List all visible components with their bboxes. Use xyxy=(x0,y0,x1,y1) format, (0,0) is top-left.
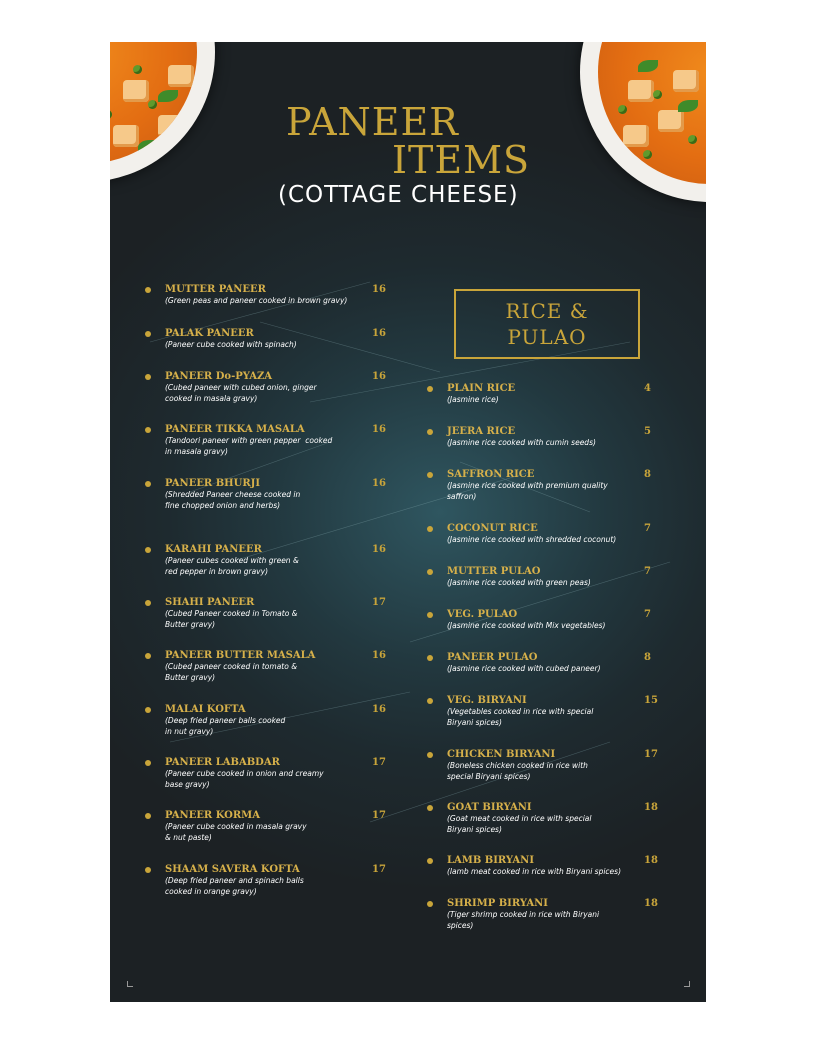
rice-menu-item xyxy=(427,609,664,643)
item-name: SHAHI PANEER xyxy=(165,597,255,608)
rice-menu-item xyxy=(427,749,664,783)
bullet-icon xyxy=(145,600,151,606)
item-price: 16 xyxy=(372,424,386,435)
rice-menu-item xyxy=(427,695,664,729)
paneer-menu-item xyxy=(145,424,392,458)
rice-pulao-heading-box xyxy=(454,289,640,359)
item-price: 7 xyxy=(644,609,651,620)
item-price: 16 xyxy=(372,650,386,661)
item-description: (Paneer cube cooked in onion and creamy base gravy) xyxy=(165,769,324,789)
item-price: 15 xyxy=(644,695,658,706)
item-description: (Cubed Paneer cooked in Tomato & Butter gravy) xyxy=(165,609,298,629)
bullet-icon xyxy=(427,858,433,864)
paneer-menu-item xyxy=(145,597,392,631)
bullet-icon xyxy=(427,655,433,661)
bullet-icon xyxy=(427,612,433,618)
rice-menu-item xyxy=(427,652,664,686)
item-description: (Paneer cube cooked with spinach) xyxy=(165,340,297,349)
item-price: 18 xyxy=(644,802,658,813)
item-price: 7 xyxy=(644,566,651,577)
item-description: (Jasmine rice cooked with premium quality saffron) xyxy=(447,481,608,501)
bullet-icon xyxy=(427,752,433,758)
item-price: 17 xyxy=(372,810,386,821)
paneer-menu-item xyxy=(145,704,392,738)
paneer-menu-item xyxy=(145,328,392,362)
item-name: JEERA RICE xyxy=(447,426,516,437)
item-description: (Green peas and paneer cooked in brown gravy) xyxy=(165,296,348,305)
bullet-icon xyxy=(427,429,433,435)
item-price: 17 xyxy=(644,749,658,760)
item-name: MUTTER PULAO xyxy=(447,566,541,577)
item-description: (Jasmine rice cooked with green peas) xyxy=(447,578,591,587)
bullet-icon xyxy=(145,374,151,380)
rice-menu-item xyxy=(427,383,664,417)
item-description: (Jasmine rice cooked with cubed paneer) xyxy=(447,664,601,673)
rice-menu-item xyxy=(427,426,664,460)
crop-mark xyxy=(127,981,133,987)
item-name: PALAK PANEER xyxy=(165,328,254,339)
item-price: 17 xyxy=(372,597,386,608)
bullet-icon xyxy=(145,760,151,766)
item-price: 16 xyxy=(372,371,386,382)
paneer-menu-item xyxy=(145,757,392,791)
paneer-menu-item xyxy=(145,810,392,844)
item-description: (Jasmine rice cooked with Mix vegetables) xyxy=(447,621,606,630)
bullet-icon xyxy=(427,526,433,532)
item-name: CHICKEN BIRYANI xyxy=(447,749,556,760)
rice-menu-item xyxy=(427,898,664,932)
bullet-icon xyxy=(145,331,151,337)
bullet-icon xyxy=(427,569,433,575)
bullet-icon xyxy=(145,481,151,487)
item-name: PLAIN RICE xyxy=(447,383,516,394)
item-name: MUTTER PANEER xyxy=(165,284,266,295)
bullet-icon xyxy=(427,698,433,704)
item-name: MALAI KOFTA xyxy=(165,704,246,715)
item-name: LAMB BIRYANI xyxy=(447,855,535,866)
rice-pulao-heading: RICE & PULAO xyxy=(505,299,589,349)
item-name: COCONUT RICE xyxy=(447,523,538,534)
item-description: (Deep fried paneer balls cooked in nut gravy) xyxy=(165,716,286,736)
item-description: (Jasmine rice cooked with shredded coconut) xyxy=(447,535,617,544)
bullet-icon xyxy=(427,901,433,907)
item-name: SHAAM SAVERA KOFTA xyxy=(165,864,300,875)
item-price: 16 xyxy=(372,284,386,295)
item-price: 8 xyxy=(644,652,651,663)
item-name: PANEER Do-PYAZA xyxy=(165,371,273,382)
item-price: 16 xyxy=(372,704,386,715)
item-price: 18 xyxy=(644,898,658,909)
item-description: (Paneer cubes cooked with green & red pepper in brown gravy) xyxy=(165,556,299,576)
bullet-icon xyxy=(145,427,151,433)
subtitle: (COTTAGE CHEESE) xyxy=(278,182,519,208)
item-price: 18 xyxy=(644,855,658,866)
item-name: KARAHI PANEER xyxy=(165,544,262,555)
item-name: GOAT BIRYANI xyxy=(447,802,532,813)
item-description: (lamb meat cooked in rice with Biryani spices) xyxy=(447,867,621,876)
item-name: PANEER BUTTER MASALA xyxy=(165,650,316,661)
item-name: VEG. PULAO xyxy=(447,609,518,620)
item-description: (Deep fried paneer and spinach balls cooked in orange gravy) xyxy=(165,876,304,896)
item-description: (Jasmine rice) xyxy=(447,395,499,404)
crop-mark xyxy=(684,981,690,987)
item-name: SAFFRON RICE xyxy=(447,469,535,480)
item-description: (Cubed paneer cooked in tomato & Butter gravy) xyxy=(165,662,298,682)
bullet-icon xyxy=(427,386,433,392)
item-description: (Shredded Paneer cheese cooked in fine chopped onion and herbs) xyxy=(165,490,301,510)
item-name: PANEER TIKKA MASALA xyxy=(165,424,305,435)
rice-menu-item xyxy=(427,523,664,557)
paneer-menu-item xyxy=(145,864,392,898)
item-price: 17 xyxy=(372,864,386,875)
paneer-menu-item xyxy=(145,478,392,512)
bullet-icon xyxy=(145,287,151,293)
item-price: 17 xyxy=(372,757,386,768)
title-line-2: ITEMS xyxy=(392,138,531,182)
item-price: 7 xyxy=(644,523,651,534)
item-price: 4 xyxy=(644,383,651,394)
curry-bowl-image-left xyxy=(110,42,215,182)
item-description: (Goat meat cooked in rice with special Biryani spices) xyxy=(447,814,592,834)
bullet-icon xyxy=(145,547,151,553)
item-description: (Jasmine rice cooked with cumin seeds) xyxy=(447,438,596,447)
bullet-icon xyxy=(145,707,151,713)
rice-menu-item xyxy=(427,802,664,836)
bullet-icon xyxy=(145,867,151,873)
item-price: 8 xyxy=(644,469,651,480)
bullet-icon xyxy=(145,813,151,819)
item-price: 16 xyxy=(372,328,386,339)
item-name: PANEER BHURJI xyxy=(165,478,261,489)
bullet-icon xyxy=(427,472,433,478)
item-name: PANEER LABABDAR xyxy=(165,757,280,768)
paneer-menu-item xyxy=(145,650,392,684)
item-name: PANEER KORMA xyxy=(165,810,260,821)
paneer-menu-item xyxy=(145,544,392,578)
rice-menu-item xyxy=(427,469,664,503)
item-description: (Cubed paneer with cubed onion, ginger cooked in masala gravy) xyxy=(165,383,317,403)
item-name: PANEER PULAO xyxy=(447,652,538,663)
item-description: (Tandoori paneer with green pepper cooked in masala gravy) xyxy=(165,436,333,456)
item-name: VEG. BIRYANI xyxy=(447,695,527,706)
item-name: SHRIMP BIRYANI xyxy=(447,898,548,909)
curry-bowl-image-right xyxy=(580,42,706,202)
paneer-menu-item xyxy=(145,371,392,405)
paneer-menu-item xyxy=(145,284,392,318)
item-description: (Paneer cube cooked in masala gravy & nut paste) xyxy=(165,822,307,842)
bullet-icon xyxy=(427,805,433,811)
item-description: (Boneless chicken cooked in rice with special Biryani spices) xyxy=(447,761,588,781)
rice-menu-item xyxy=(427,566,664,600)
item-description: (Tiger shrimp cooked in rice with Biryani spices) xyxy=(447,910,600,930)
item-price: 16 xyxy=(372,478,386,489)
title-line-1: PANEER xyxy=(286,100,459,144)
rice-menu-item xyxy=(427,855,664,889)
bullet-icon xyxy=(145,653,151,659)
item-description: (Vegetables cooked in rice with special Biryani spices) xyxy=(447,707,594,727)
item-price: 16 xyxy=(372,544,386,555)
item-price: 5 xyxy=(644,426,651,437)
menu-page xyxy=(110,42,706,1002)
